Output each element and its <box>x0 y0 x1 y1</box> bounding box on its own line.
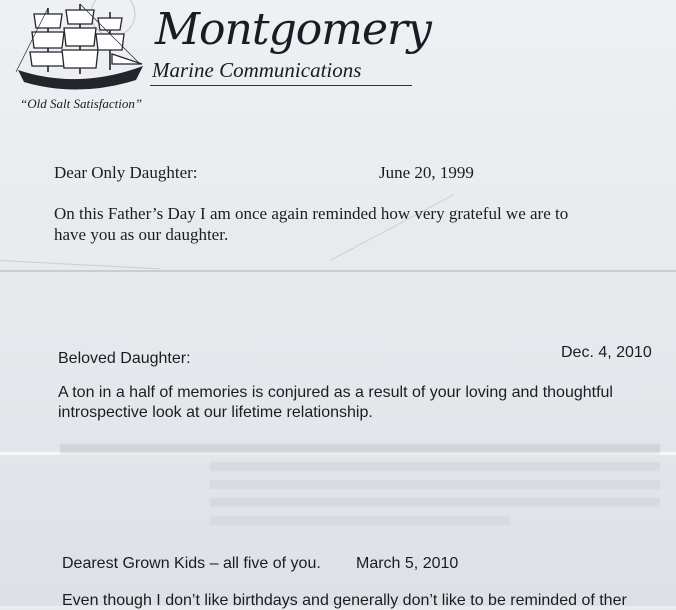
letter3-line: Even though I don’t like birthdays and generally don’t like to be reminded of ther <box>62 592 627 609</box>
show-through-text <box>210 480 660 489</box>
company-motto: “Old Salt Satisfaction” <box>20 96 143 111</box>
company-subtitle: Marine Communications <box>152 58 362 82</box>
letter2-salutation: Beloved Daughter: <box>58 350 191 367</box>
letter2-line: A ton in a half of memories is conjured as a result of your loving and thoughtful <box>58 384 613 401</box>
show-through-text <box>210 462 660 471</box>
letter1-salutation: Dear Only Daughter: <box>54 163 198 182</box>
ship-logo-icon <box>8 0 148 96</box>
letter3-salutation: Dearest Grown Kids – all five of you. <box>62 555 321 572</box>
letter2-date: Dec. 4, 2010 <box>561 344 652 361</box>
letter1-line: On this Father’s Day I am once again reminded how very grateful we are to <box>54 204 569 223</box>
letter1-line: have you as our daughter. <box>54 225 229 244</box>
letter2-line: introspective look at our lifetime relationship. <box>58 404 373 421</box>
letter1-date: June 20, 1999 <box>379 163 474 182</box>
show-through-text <box>60 444 660 454</box>
show-through-text <box>210 516 510 525</box>
letterhead-rule <box>150 85 412 86</box>
show-through-text <box>210 498 660 507</box>
company-name: Montgomery <box>155 4 431 55</box>
paper-fold <box>0 270 676 272</box>
letter3-date: March 5, 2010 <box>356 555 459 572</box>
